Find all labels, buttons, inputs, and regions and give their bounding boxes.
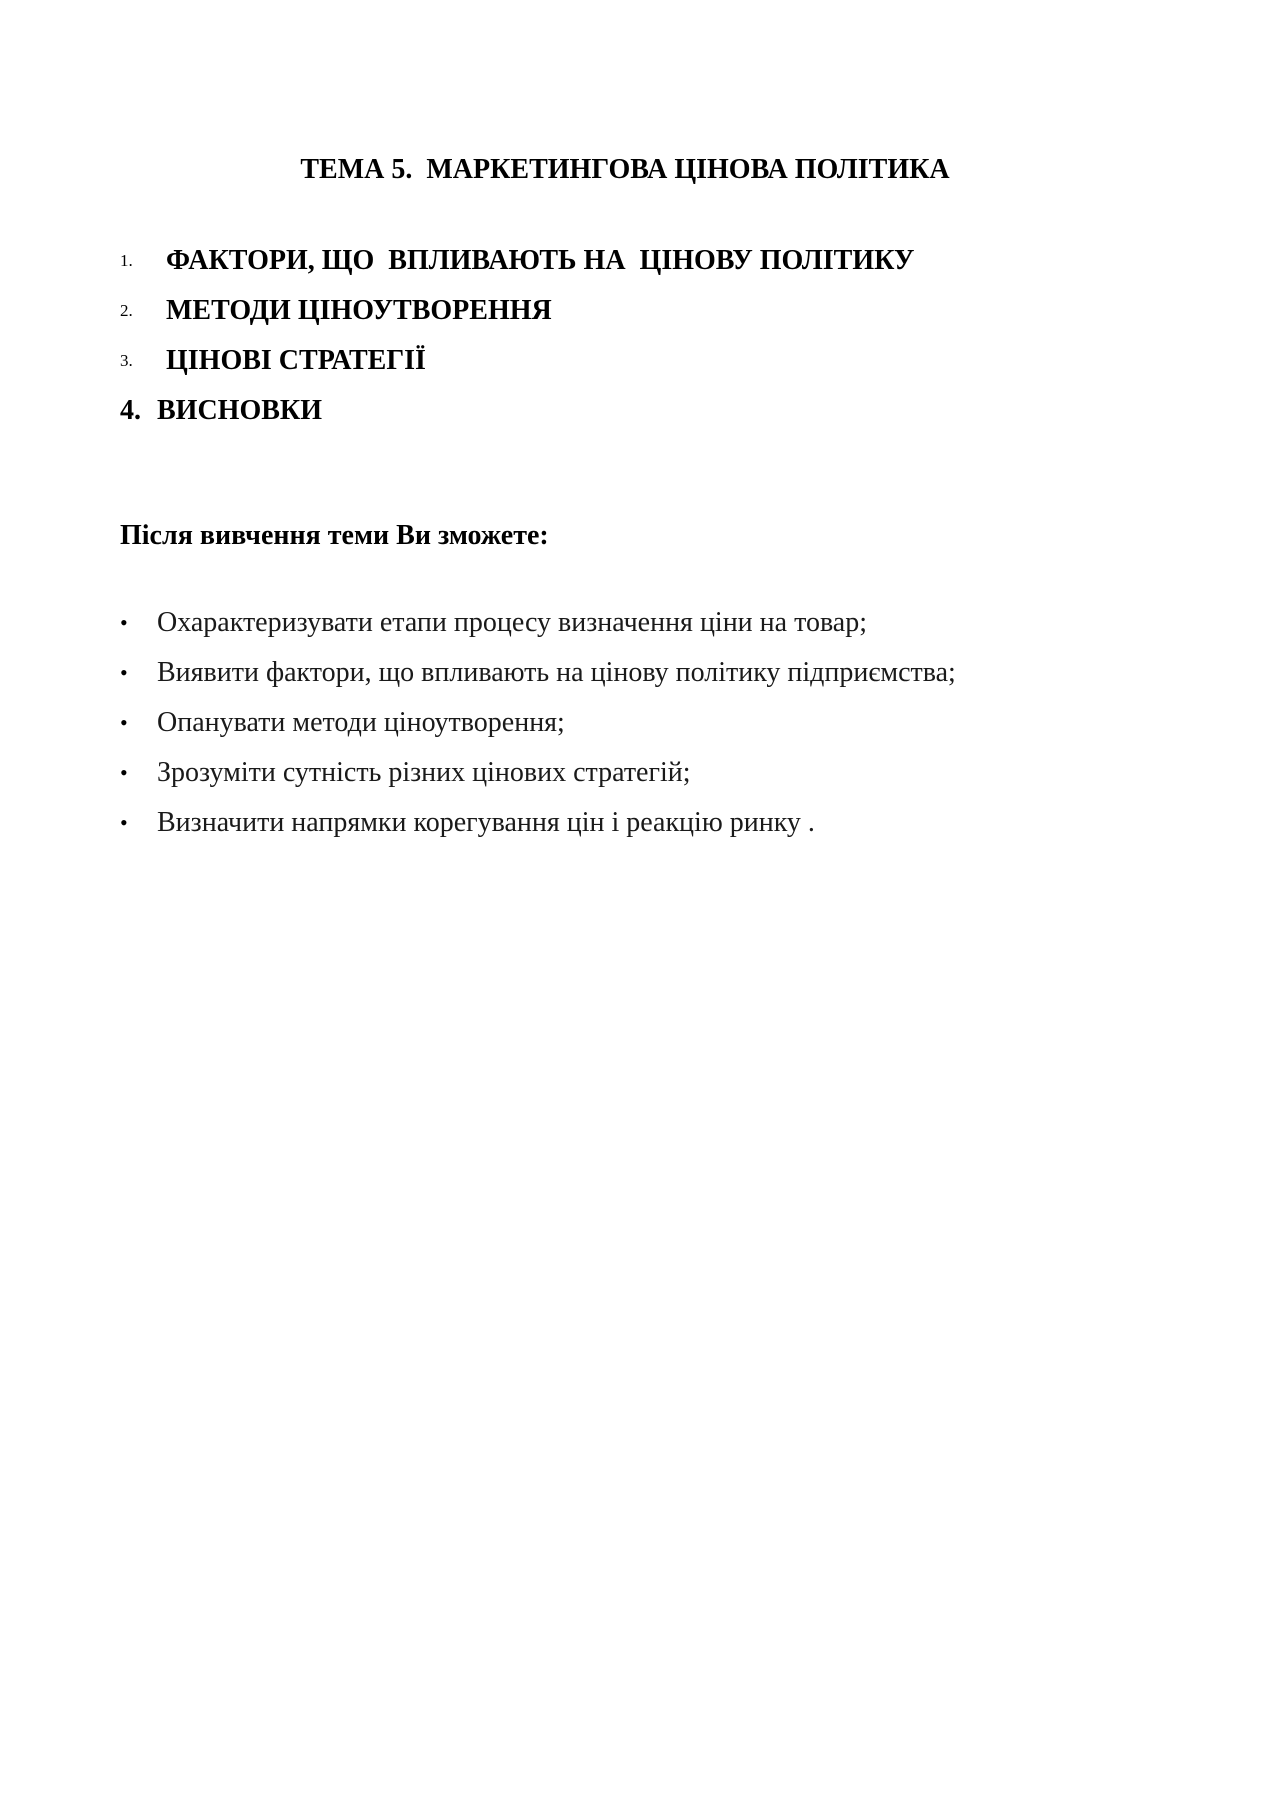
outline-item: [120, 286, 552, 336]
outline-item-text: МЕТОДИ ЦІНОУТВОРЕННЯ: [166, 295, 552, 326]
learning-outcomes-list: [120, 598, 956, 848]
list-item: [120, 648, 956, 698]
outline-item: [120, 336, 426, 386]
bullet-icon: •: [120, 660, 128, 685]
page-title: ТЕМА 5. МАРКЕТИНГОВА ЦІНОВА ПОЛІТИКА: [300, 154, 950, 185]
bullet-icon: •: [120, 610, 128, 635]
list-item: [120, 598, 868, 648]
outline-item: [120, 386, 322, 436]
outline-item-number: 3.: [120, 351, 133, 370]
outline-item-text: ВИСНОВКИ: [157, 395, 322, 426]
list-item-text: Охарактеризувати етапи процесу визначення ціни на товар;: [157, 607, 868, 638]
list-item-text: Визначити напрямки корегування цін і реакцію ринку .: [157, 807, 815, 838]
list-item: [120, 698, 565, 748]
list-item-text: Опанувати методи ціноутворення;: [157, 707, 565, 738]
outline-item-number: 1.: [120, 251, 133, 270]
bullet-icon: •: [120, 810, 128, 835]
bullet-icon: •: [120, 760, 128, 785]
outline-item-number: 2.: [120, 301, 133, 320]
list-item-text: Виявити фактори, що впливають на цінову політику підприємства;: [157, 657, 956, 688]
outcomes-heading: Після вивчення теми Ви зможете:: [120, 520, 549, 551]
topic-outline: [120, 236, 915, 436]
list-item: [120, 798, 815, 848]
outline-item: [120, 236, 915, 286]
outline-item-text: ЦІНОВІ СТРАТЕГІЇ: [166, 345, 426, 376]
outline-item-number: 4.: [120, 395, 141, 426]
outline-item-text: ФАКТОРИ, ЩО ВПЛИВАЮТЬ НА ЦІНОВУ ПОЛІТИКУ: [166, 245, 915, 276]
bullet-icon: •: [120, 710, 128, 735]
list-item: [120, 748, 691, 798]
list-item-text: Зрозуміти сутність різних цінових стратегій;: [157, 757, 691, 788]
